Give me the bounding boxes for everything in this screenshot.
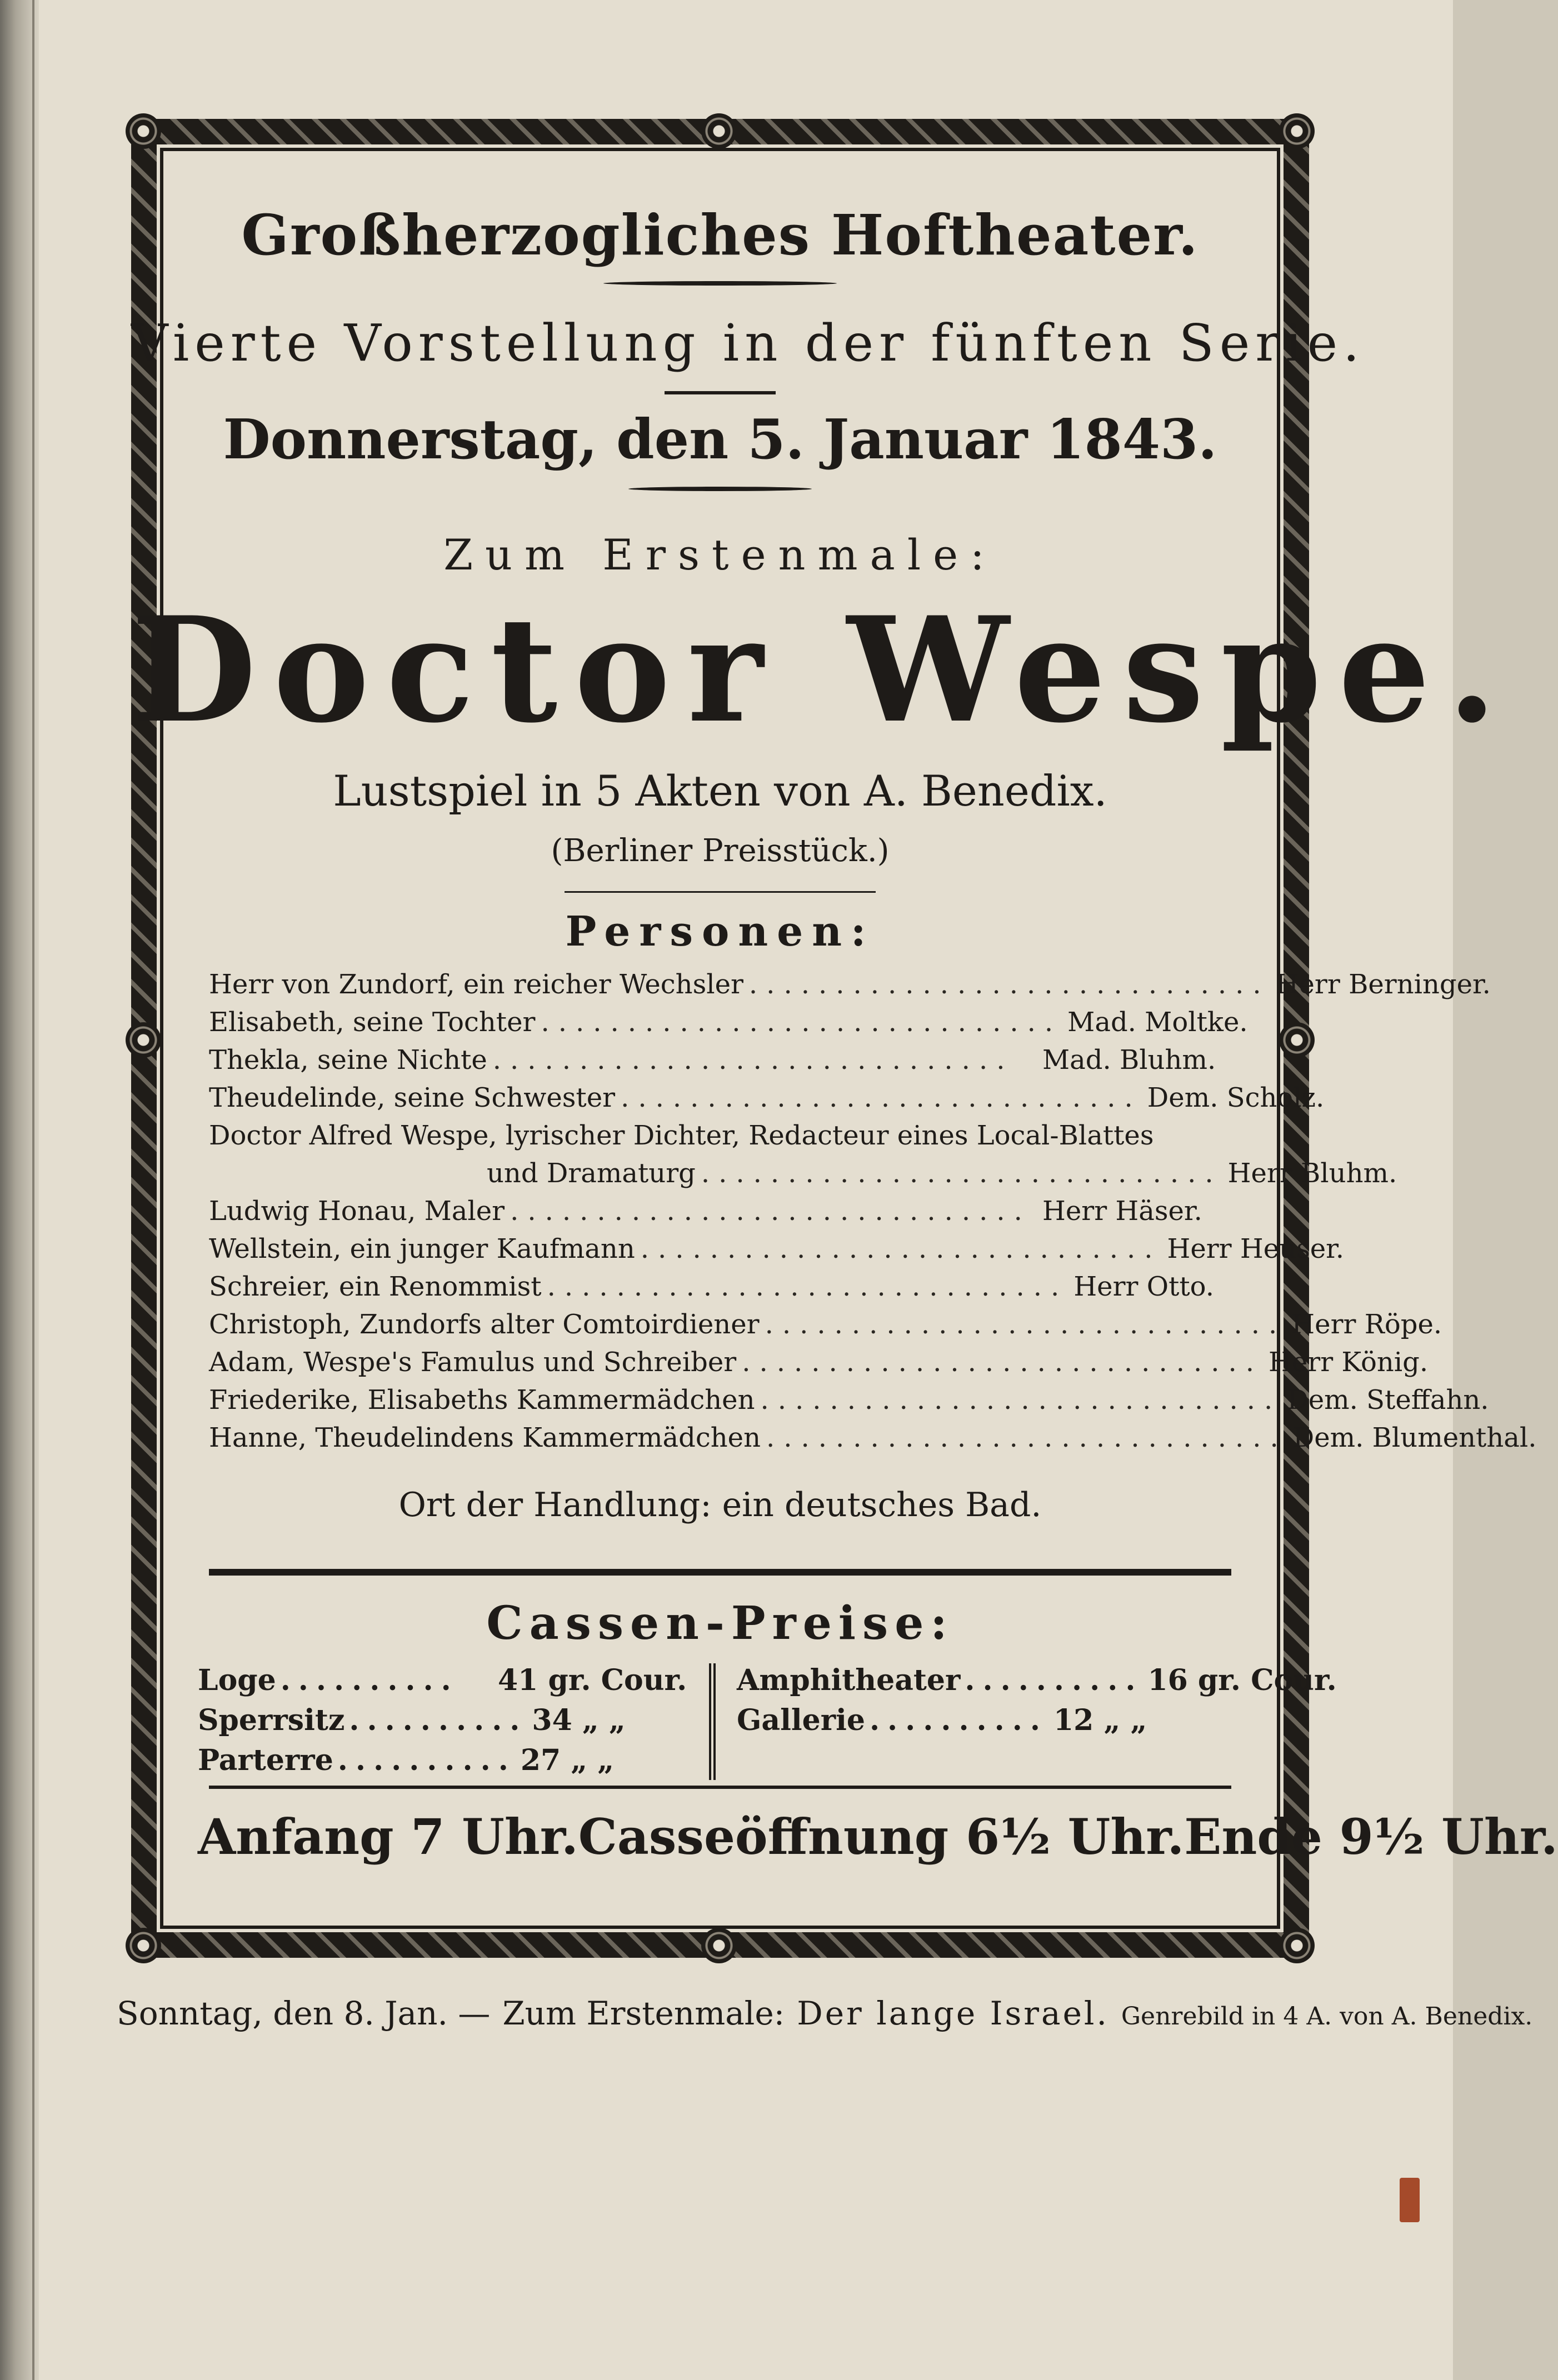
archive-tab xyxy=(1400,2178,1420,2222)
cast-row: Christoph, Zundorfs alter Comtoirdiener .............................. Herr Röpe. xyxy=(209,1309,1442,1340)
cast-row: Hanne, Theudelindens Kammermädchen .............................. Dem. Blumenthal. xyxy=(209,1422,1537,1453)
cast-row: Ludwig Honau, Maler .............................. Herr Häser. xyxy=(209,1196,1202,1227)
play-genre: Lustspiel in 5 Akten von A. Benedix. xyxy=(333,766,1107,816)
next-genre: Genrebild in 4 A. von A. Benedix. xyxy=(1121,2002,1533,2031)
cast-row: Theudelinde, seine Schwester .............................. Dem. Scholz. xyxy=(209,1082,1325,1113)
next-title: Der lange Israel. xyxy=(797,1994,1109,2032)
price-row: Parterre .......... 27 „ „ xyxy=(198,1743,615,1777)
play-title: Doctor Wespe. xyxy=(131,586,1514,755)
price-row: Amphitheater .......... 16 gr. Cour. xyxy=(737,1663,1337,1697)
prices-right-column xyxy=(737,1663,1337,1743)
divider xyxy=(565,891,876,893)
next-day: Sonntag, den 8. Jan. — xyxy=(117,1994,491,2032)
performance-date: Donnerstag, den 5. Januar 1843. xyxy=(223,408,1217,472)
cast-row: Adam, Wespe's Famulus und Schreiber .............................. Herr König. xyxy=(209,1347,1429,1378)
price-row: Loge .......... 41 gr. Cour. xyxy=(198,1663,687,1697)
thick-divider xyxy=(209,1569,1231,1576)
prices-separator xyxy=(709,1663,716,1780)
divider xyxy=(665,391,776,394)
cast-row: Elisabeth, seine Tochter .............................. Mad. Moltke. xyxy=(209,1007,1248,1038)
prices-left-column xyxy=(198,1663,687,1783)
cast-row: Schreier, ein Renommist .............................. Herr Otto. xyxy=(209,1271,1214,1302)
cast-heading: Personen: xyxy=(565,908,875,956)
cast-row: Doctor Alfred Wespe, lyrischer Dichter, Redacteur eines Local-Blattes xyxy=(209,1120,1154,1151)
premiere-label: Zum Erstenmale: xyxy=(443,530,997,579)
play-note: (Berliner Preisstück.) xyxy=(551,833,890,869)
price-row: Sperrsitz .......... 34 „ „ xyxy=(198,1703,626,1737)
divider xyxy=(628,487,812,491)
end-time: Ende 9½ Uhr. xyxy=(1184,1808,1558,1866)
theatre-name: Großherzogliches Hoftheater. xyxy=(241,202,1199,268)
prices-heading: Cassen-Preise: xyxy=(486,1597,954,1650)
box-office-time: Casseöffnung 6½ Uhr. xyxy=(578,1808,1185,1866)
poster-content xyxy=(131,119,1558,1958)
price-row: Gallerie .......... 12 „ „ xyxy=(737,1703,1147,1737)
divider xyxy=(603,281,837,286)
cast-row: Thekla, seine Nichte .............................. Mad. Bluhm. xyxy=(209,1044,1216,1076)
binding-line xyxy=(32,0,34,2380)
cast-row: und Dramaturg .............................. Herr Bluhm. xyxy=(487,1158,1397,1189)
times-line xyxy=(198,1808,1558,1866)
next-performance-notice xyxy=(117,1994,1533,2032)
setting-line: Ort der Handlung: ein deutsches Bad. xyxy=(398,1486,1042,1524)
performance-series: Vierte Vorstellung in der fünften Serie. xyxy=(131,313,1365,373)
cast-list xyxy=(209,969,1537,1460)
cast-row: Herr von Zundorf, ein reicher Wechsler .............................. Herr Berninger. xyxy=(209,969,1491,1000)
cast-row: Wellstein, ein junger Kaufmann .............................. Herr Heuser. xyxy=(209,1233,1345,1264)
next-intro: Zum Erstenmale: xyxy=(502,1994,785,2032)
start-time: Anfang 7 Uhr. xyxy=(198,1808,578,1866)
divider xyxy=(209,1786,1231,1789)
cast-row: Friederike, Elisabeths Kammermädchen .............................. Dem. Steffahn. xyxy=(209,1384,1489,1416)
